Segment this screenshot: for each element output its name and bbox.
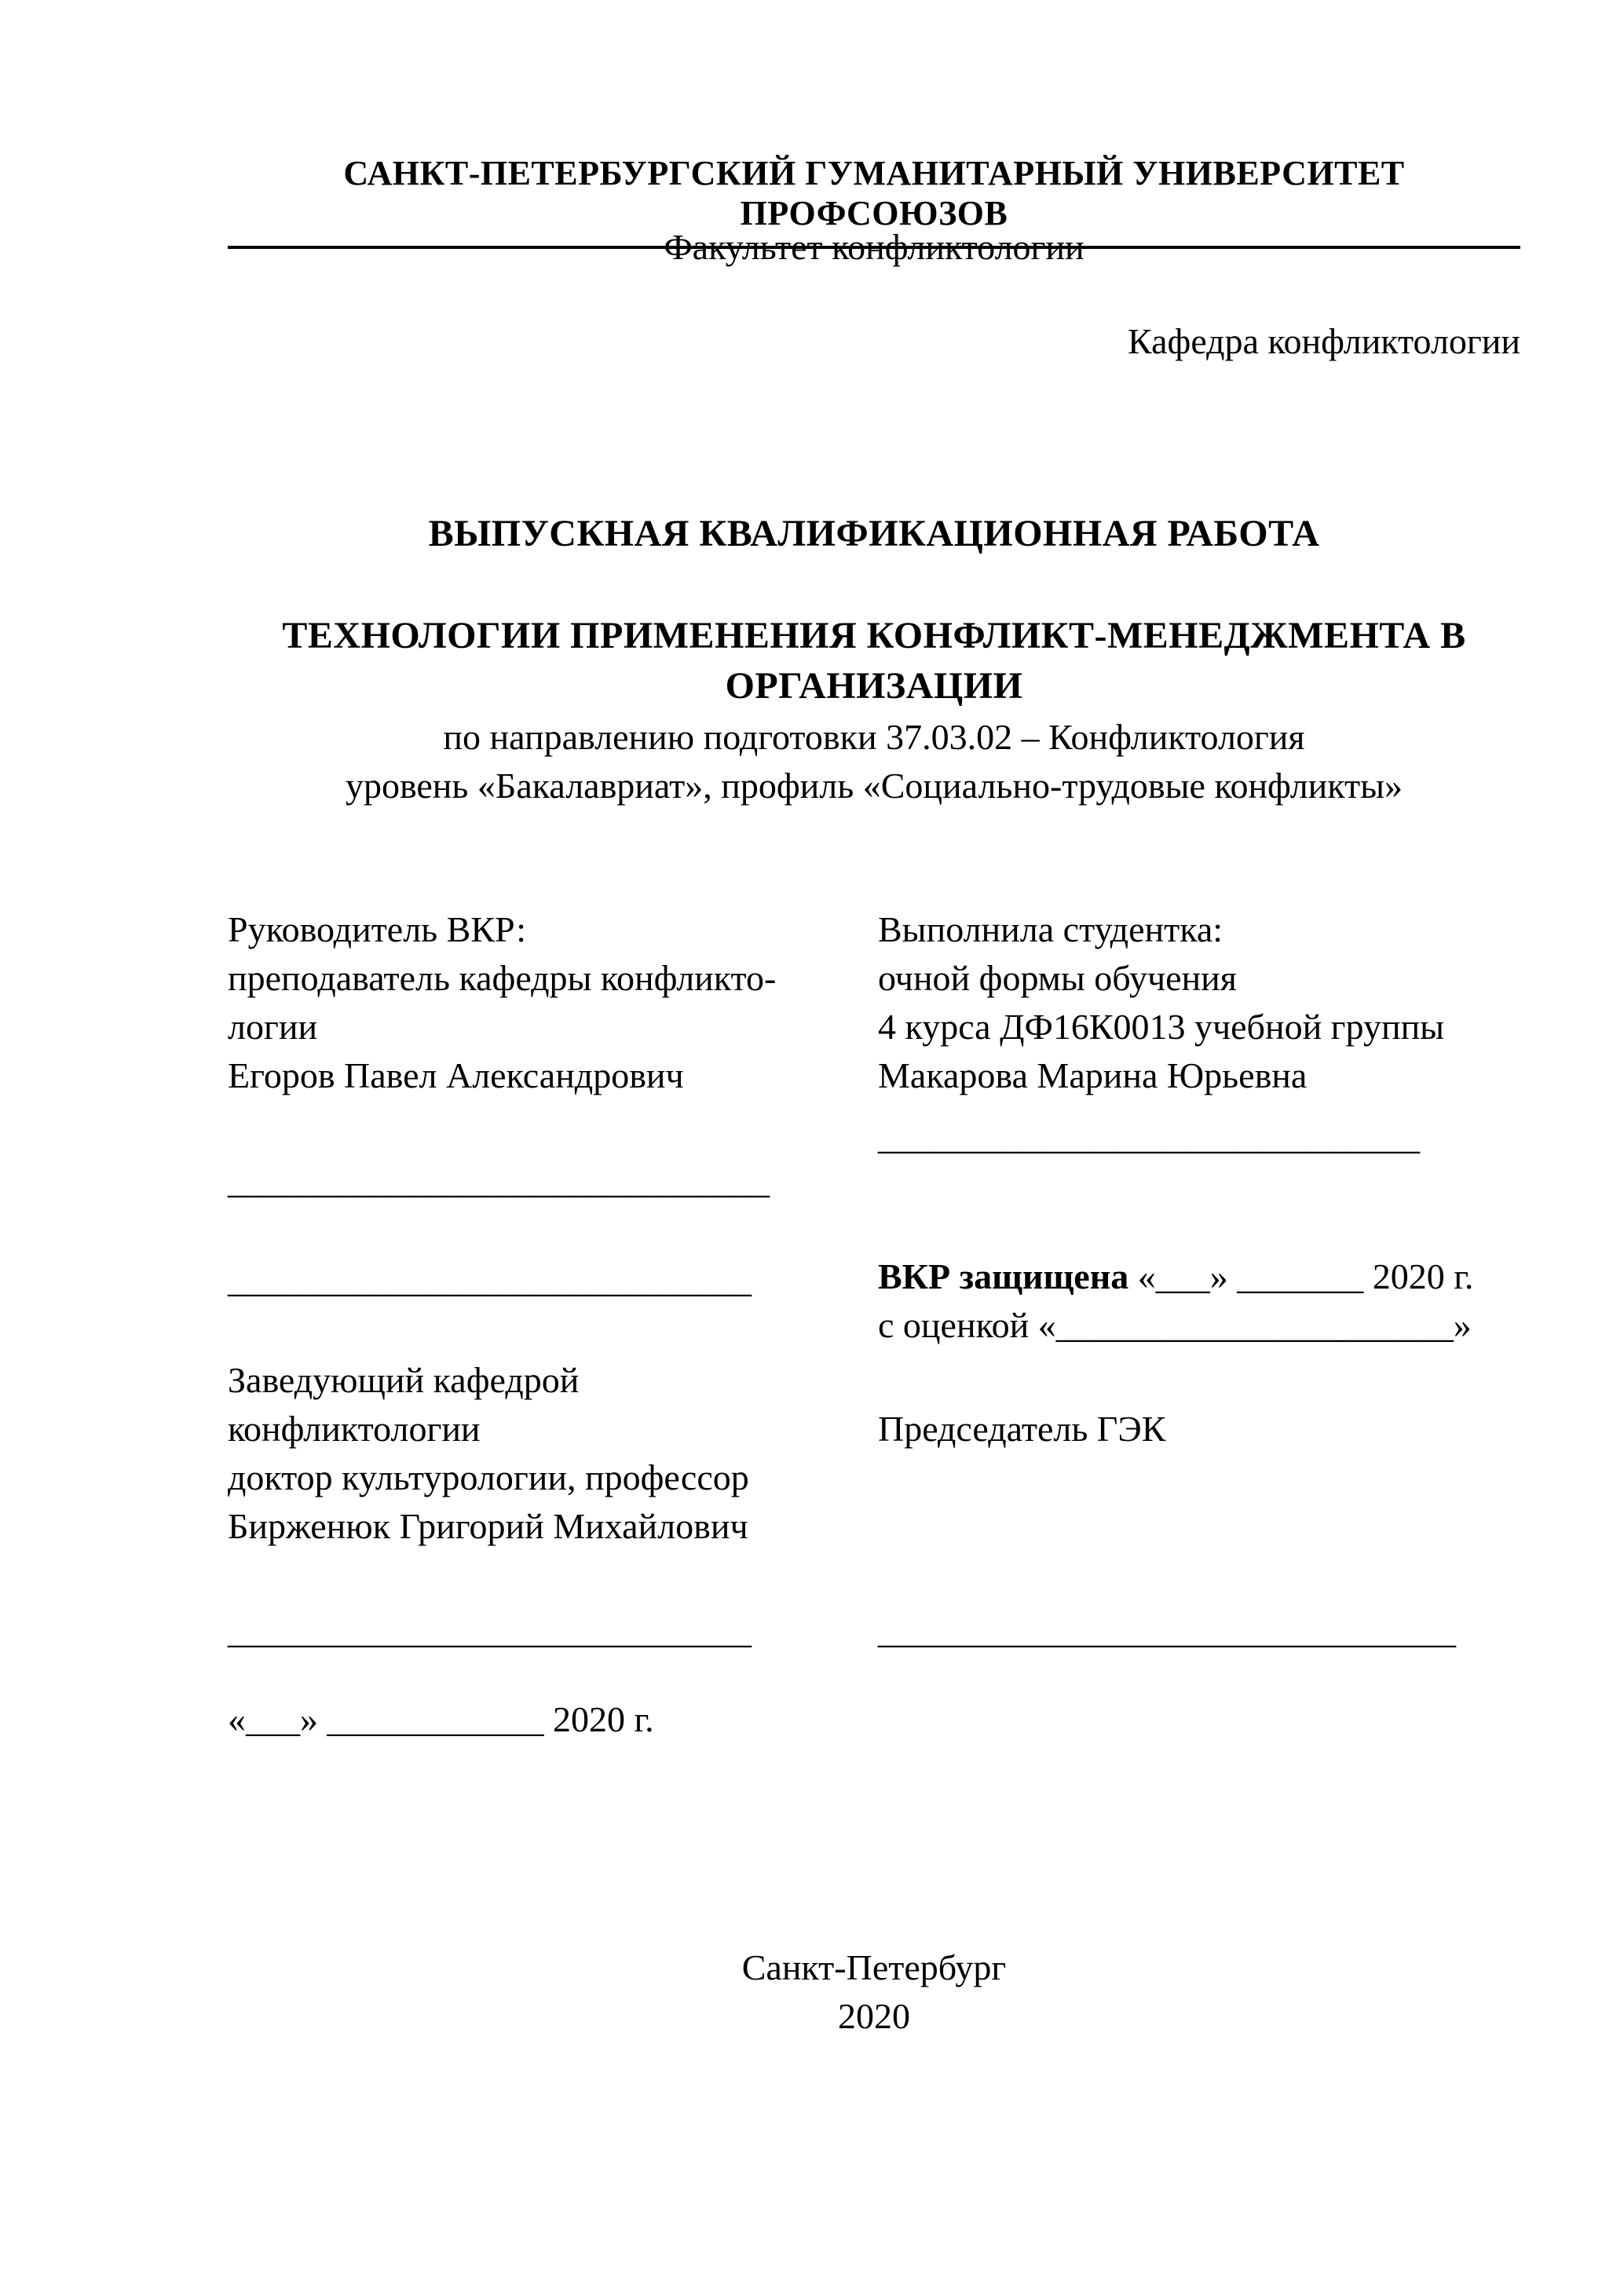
head-of-department-title-line2: конфликтологии (228, 1409, 481, 1449)
supervisor-position-line2: логии (228, 1007, 318, 1047)
supervisor-column (228, 905, 848, 1744)
defense-label: ВКР защищена (878, 1256, 1129, 1296)
head-of-department-degree: доктор культурологии, профессор (228, 1457, 749, 1497)
footer-city: Санкт-Петербург (741, 1947, 1007, 1987)
student-group: 4 курса ДФ16К0013 учебной группы (878, 1007, 1445, 1047)
faculty-line: Факультет конфликтологии (664, 227, 1084, 267)
supervisor-role: Руководитель ВКР: (228, 909, 527, 949)
thesis-title-line2: ОРГАНИЗАЦИИ (725, 665, 1023, 707)
supervisor-name: Егоров Павел Александрович (228, 1055, 684, 1095)
student-signature-line: ______________________________ (878, 1117, 1420, 1157)
defense-grade-line: с оценкой «______________________» (878, 1305, 1472, 1345)
university-header: САНКТ-ПЕТЕРБУРГСКИЙ ГУМАНИТАРНЫЙ УНИВЕРСИТЕТ ПРОФСОЮЗОВ (228, 153, 1520, 249)
student-name: Макарова Марина Юрьевна (878, 1055, 1308, 1095)
head-of-department-date-line: «___» ____________ 2020 г. (228, 1699, 654, 1739)
head-of-department-name: Бирженюк Григорий Михайлович (228, 1506, 748, 1546)
student-study-form: очной формы обучения (878, 958, 1237, 998)
level-profile-line: уровень «Бакалавриат», профиль «Социально-трудовые конфликты» (345, 766, 1403, 806)
supervisor-signature-line-2: _____________________________ (228, 1260, 752, 1300)
thesis-title (228, 611, 1520, 711)
head-of-department-signature-line: _____________________________ (228, 1610, 752, 1651)
gek-chairman-signature-line: ________________________________ (878, 1610, 1456, 1651)
defense-date-line (878, 1252, 1538, 1301)
program-block (228, 713, 1520, 810)
supervisor-position-line1: преподаватель кафедры конфликто- (228, 958, 777, 998)
head-of-department-title-line1: Заведующий кафедрой (228, 1360, 580, 1400)
thesis-title-line1: ТЕХНОЛОГИИ ПРИМЕНЕНИЯ КОНФЛИКТ-МЕНЕДЖМЕНТА В (282, 615, 1466, 656)
gek-chairman-label: Председатель ГЭК (878, 1409, 1166, 1449)
work-type-title: ВЫПУСКНАЯ КВАЛИФИКАЦИОННАЯ РАБОТА (428, 513, 1320, 554)
program-line: по направлению подготовки 37.03.02 – Конфликтология (443, 717, 1305, 757)
department-line: Кафедра конфликтологии (1128, 321, 1520, 361)
supervisor-signature-line-1: ______________________________ (228, 1161, 770, 1201)
student-role: Выполнила студентка: (878, 909, 1223, 949)
student-column (878, 905, 1538, 1655)
defense-date-rest: «___» _______ 2020 г. (1128, 1256, 1474, 1296)
footer-year: 2020 (838, 1996, 910, 2036)
